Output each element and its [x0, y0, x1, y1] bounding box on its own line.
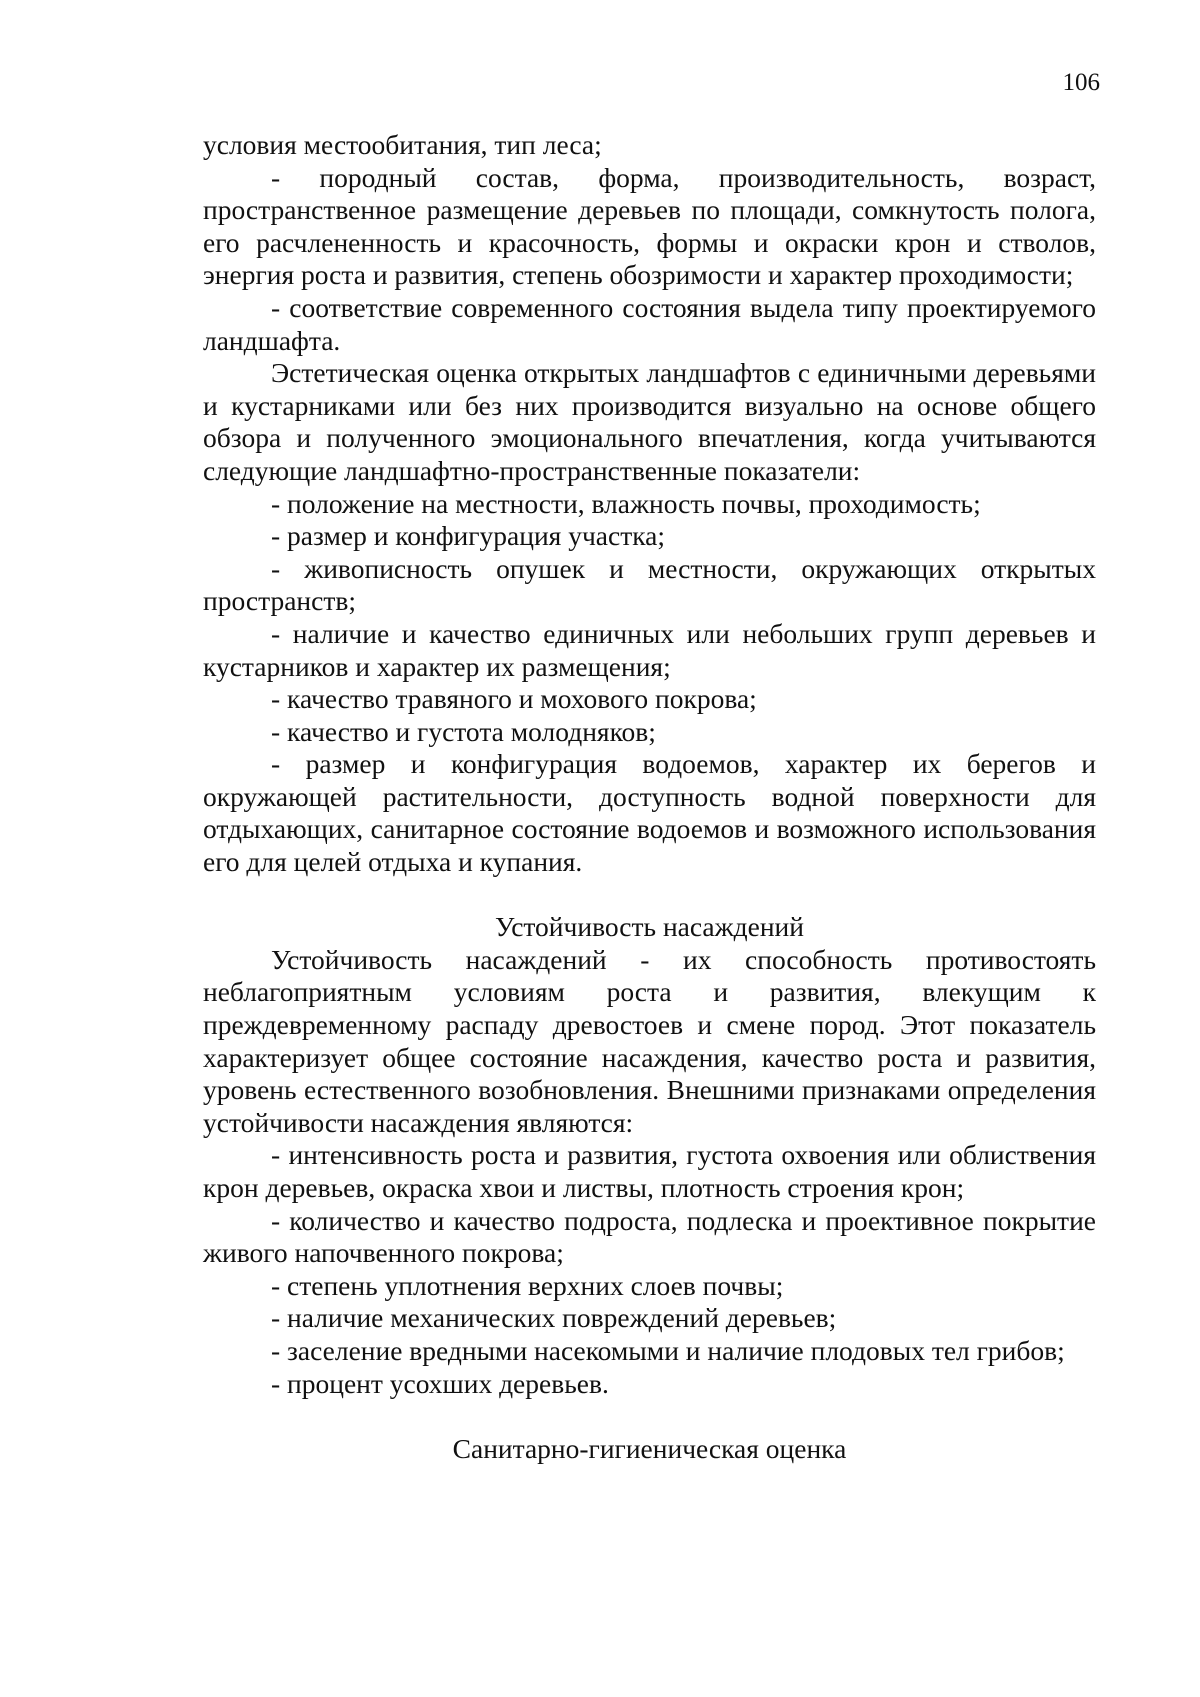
list-item: - количество и качество подроста, подлеска и проективное покрытие живого напочвенного покрова;: [203, 1204, 1096, 1269]
list-item: - породный состав, форма, производительность, возраст, пространственное размещение деревьев по площади, сомкнутость полога, его расчлененность и красочность, формы и окраски крон и стволов, энергия роста и развития, степень обозримости и характер проходимости;: [203, 161, 1096, 291]
list-item: - наличие механических повреждений деревьев;: [271, 1302, 837, 1334]
paragraph: условия местообитания, тип леса;: [203, 129, 602, 160]
list-item: - соответствие современного состояния выдела типу проектируемого ландшафта.: [203, 291, 1096, 356]
paragraph: Устойчивость насаждений - их способность противостоять неблагоприятным условиям роста и развития, влекущим к преждевременному распаду древостоев и смене пород. Этот показатель характеризует общее состояние насаждения, качество роста и развития, уровень естественного возобновления. Внешними признаками определения устойчивости насаждения являются:: [203, 943, 1096, 1138]
list-item: - положение на местности, влажность почвы, проходимость;: [271, 487, 981, 519]
document-body: [203, 129, 1096, 1465]
section-spacer: [203, 879, 1096, 912]
page-number: 106: [1062, 69, 1100, 96]
list-item: - процент усохших деревьев.: [271, 1367, 609, 1399]
list-item: - размер и конфигурация водоемов, характер их берегов и окружающей растительности, доступность водной поверхности для отдыхающих, санитарное состояние водоемов и возможного использования его для целей отдыха и купания.: [203, 748, 1096, 878]
list-item: - степень уплотнения верхних слоев почвы;: [271, 1269, 784, 1301]
list-item: - заселение вредными насекомыми и наличие плодовых тел грибов;: [271, 1334, 1065, 1366]
section-heading: Устойчивость насаждений: [495, 911, 804, 943]
list-item: - качество травяного и мохового покрова;: [271, 683, 757, 715]
list-item: - живописность опушек и местности, окружающих открытых пространств;: [203, 552, 1096, 617]
paragraph: Эстетическая оценка открытых ландшафтов с единичными деревьями и кустарниками или без них производится визуально на основе общего обзора и полученного эмоционального впечатления, когда учитываются следующие ландшафтно-пространственные показатели:: [203, 357, 1096, 486]
list-item: - размер и конфигурация участка;: [271, 520, 665, 552]
list-item: - интенсивность роста и развития, густота охвоения или облиствения крон деревьев, окраска хвои и листвы, плотность строения крон;: [203, 1139, 1096, 1203]
section-spacer: [203, 1400, 1096, 1433]
section-heading: Санитарно-гигиеническая оценка: [452, 1432, 847, 1464]
list-item: - качество и густота молодняков;: [271, 715, 656, 747]
list-item: - наличие и качество единичных или небольших групп деревьев и кустарников и характер их размещения;: [203, 617, 1096, 682]
